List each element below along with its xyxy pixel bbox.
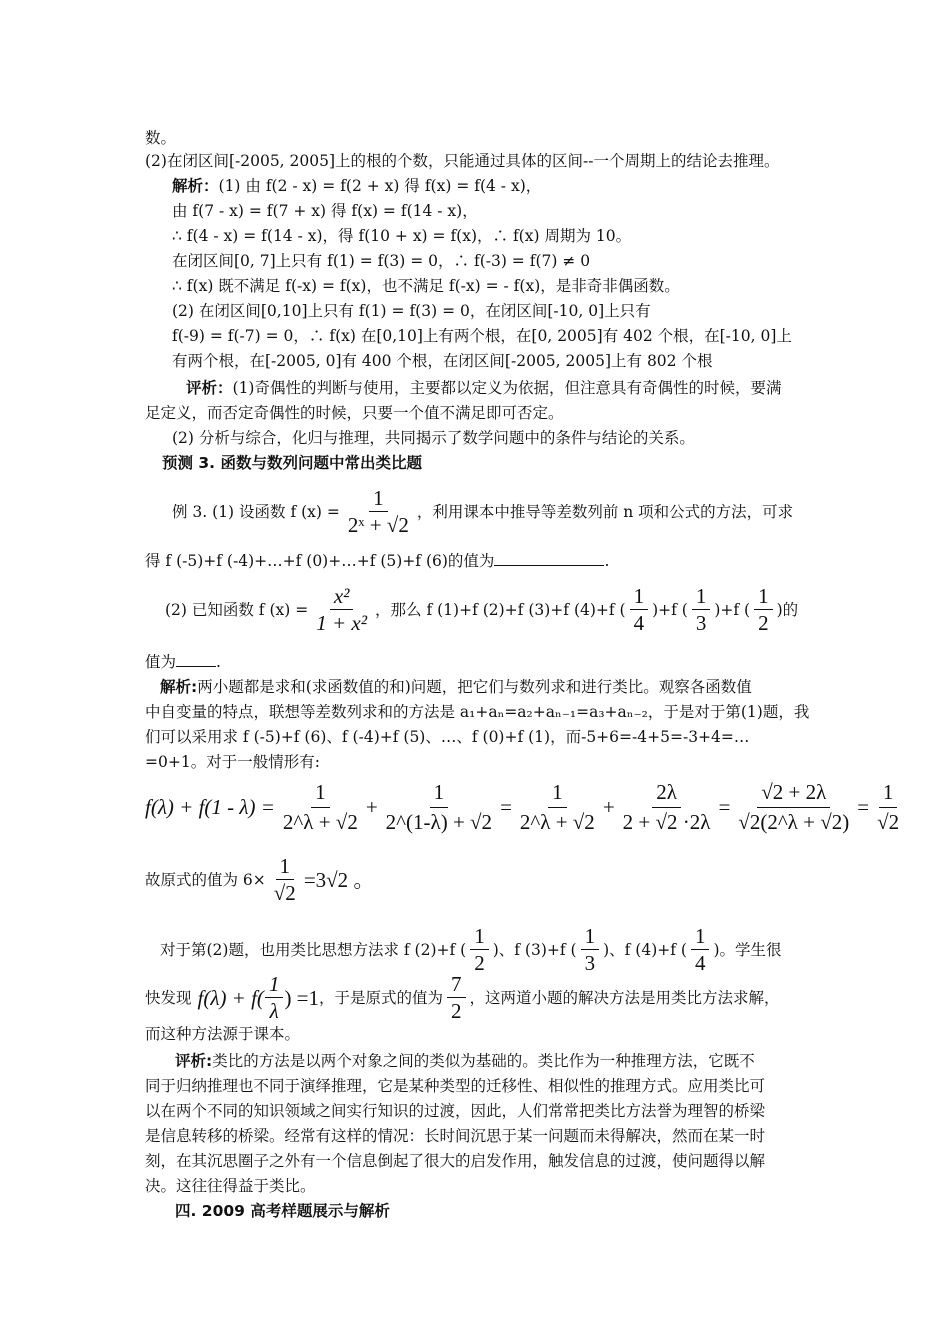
example-line	[165, 585, 798, 634]
fraction	[734, 780, 853, 835]
text-span: )、f (4)+f (	[603, 940, 687, 959]
text-line: 而这种方法源于课本。	[145, 1025, 301, 1043]
label-comment: 评析:	[175, 1052, 213, 1070]
fraction	[344, 487, 413, 536]
frac-den: 2 + √2 ·2λ	[622, 810, 711, 834]
formula-span: ) =1	[284, 985, 320, 1010]
section-heading: 四. 2009 高考样题展示与解析	[175, 1202, 390, 1220]
frac-den: 2	[474, 951, 485, 975]
text-span: 例 3. (1) 设函数 f (x) =	[172, 502, 340, 521]
text-line: ∴ f(4 - x) = f(14 - x)，得 f(10 + x) = f(x)，∴ f(x) 周期为 10。	[172, 227, 632, 245]
fraction	[279, 780, 362, 835]
frac-den: 2^λ + √2	[282, 810, 358, 834]
fraction	[270, 855, 300, 904]
frac-den: √2(2^λ + √2)	[738, 810, 850, 834]
text-span: (2) 已知函数 f (x) =	[165, 600, 309, 619]
text-line	[160, 925, 782, 974]
frac-den: 3	[584, 951, 596, 975]
text-span: )的	[776, 600, 799, 619]
text-span: ，那么 f (1)+f (2)+f (3)+f (4)+f (	[375, 600, 626, 619]
text-line	[145, 855, 374, 904]
text-line: 有两个根，在[-2005, 0]有 400 个根，在闭区间[-2005, 2005]上有 802 个根	[172, 352, 713, 370]
text-line: 决。这往往得益于类比。	[145, 1177, 316, 1195]
text-span: .	[216, 653, 221, 671]
text-span: ，这两道小题的解决方法是用类比方法求解，	[469, 988, 780, 1007]
display-equation	[145, 780, 907, 835]
operator: =	[857, 795, 870, 819]
frac-den: √2	[273, 881, 296, 905]
frac-num: 1	[691, 925, 710, 950]
example-line	[172, 487, 793, 536]
section-heading: 预测 3. 函数与数列问题中常出类比题	[162, 454, 422, 472]
frac-num: 1	[630, 585, 649, 610]
label-analysis: 解析：	[172, 177, 219, 195]
text-line	[145, 549, 609, 572]
text-span: 两小题都是求和(求函数值的和)问题，把它们与数列求和进行类比。观察各函数值	[197, 678, 752, 696]
text-span: (1)奇偶性的判断与使用，主要都以定义为依据，但注意具有奇偶性的时候，要满	[232, 379, 782, 397]
frac-num: 1	[311, 780, 330, 808]
frac-num: √2 + 2λ	[757, 780, 830, 808]
text-span: ，利用课本中推导等差数列前 n 项和公式的方法，可求	[416, 502, 794, 521]
frac-den: λ	[269, 999, 279, 1023]
fraction	[692, 585, 711, 634]
frac-num: 1	[369, 487, 388, 512]
operator: =	[718, 795, 731, 819]
text-line: 由 f(7 - x) = f(7 + x) 得 f(x) = f(14 - x)，	[172, 202, 478, 220]
text-line: 数。	[145, 129, 177, 147]
frac-den: 4	[633, 611, 645, 635]
text-line: =0+1。对于一般情形有:	[145, 753, 320, 771]
text-line	[145, 973, 780, 1022]
text-line	[145, 650, 221, 673]
text-line	[160, 676, 752, 698]
answer-blank	[494, 549, 604, 566]
frac-den: 3	[695, 611, 707, 635]
operator: =	[500, 795, 512, 819]
text-line: 足定义，而否定奇偶性的时候，只要一个值不满足即可否定。	[145, 404, 564, 422]
label-analysis: 解析:	[160, 678, 198, 696]
operator: +	[365, 795, 378, 819]
text-span: 值为	[145, 653, 177, 671]
text-line: 中自变量的特点，联想等差数列求和的方法是 a₁+aₙ=a₂+aₙ₋₁=a₃+aₙ₋₂，于是对于第(1)题，我	[145, 703, 810, 721]
fraction	[873, 780, 903, 835]
frac-den: 1 + x²	[316, 611, 368, 635]
text-line: (2) 在闭区间[0,10]上只有 f(1) = f(3) = 0，在闭区间[-10, 0]上只有	[172, 302, 651, 320]
text-span: =3√2 。	[303, 867, 375, 892]
frac-num: 1	[692, 585, 711, 610]
frac-num: 1	[470, 925, 489, 950]
frac-num: 1	[548, 780, 567, 808]
text-span: 快发现	[145, 988, 192, 1007]
text-span: ，于是原式的值为	[319, 988, 444, 1007]
text-line: 们可以采用求 f (-5)+f (6)、f (-4)+f (5)、…、f (0)+f (1)，而-5+6=-4+5=-3+4=…	[145, 728, 750, 746]
fraction	[581, 925, 600, 974]
frac-num: 1	[276, 855, 295, 880]
operator: +	[602, 795, 615, 819]
frac-num: 7	[447, 973, 466, 998]
text-line: 是信息转移的桥梁。经常有这样的情况：长时间沉思于某一问题而未得解决，然而在某一时	[145, 1127, 766, 1145]
text-span: )。学生很	[713, 940, 782, 959]
fraction	[470, 925, 489, 974]
fraction	[382, 780, 496, 835]
frac-num: 1	[879, 780, 898, 808]
frac-num: x²	[330, 585, 354, 610]
fraction	[754, 585, 773, 634]
text-line: (2)在闭区间[-2005, 2005]上的根的个数，只能通过具体的区间--一个周期上的结论去推理。	[145, 152, 780, 170]
text-span: 对于第(2)题，也用类比思想方法求 f (2)+f (	[160, 940, 467, 959]
text-line	[186, 377, 781, 399]
text-span: )+f (	[714, 600, 751, 619]
fraction	[630, 585, 649, 634]
frac-den: √2	[877, 810, 900, 834]
fraction	[691, 925, 710, 974]
formula-span: f(λ) + f(	[197, 985, 264, 1010]
text-line: ∴ f(x) 既不满足 f(-x) = f(x)，也不满足 f(-x) = - f(x)，是非奇非偶函数。	[172, 277, 680, 295]
text-line: (2) 分析与综合，化归与推理，共同揭示了数学问题中的条件与结论的关系。	[172, 429, 695, 447]
frac-den: 2ˣ + √2	[347, 513, 409, 537]
frac-den: 2^λ + √2	[519, 810, 595, 834]
answer-blank	[176, 650, 216, 667]
frac-den: 2^(1-λ) + √2	[385, 810, 493, 834]
text-line	[175, 1050, 755, 1072]
text-span: .	[604, 552, 610, 570]
frac-num: 1	[265, 973, 284, 998]
text-span: (1) 由 f(2 - x) = f(2 + x) 得 f(x) = f(4 - x)，	[218, 177, 542, 195]
text-line	[172, 175, 541, 197]
eq-lhs: f(λ) + f(1 - λ) =	[145, 795, 275, 819]
text-span: )+f (	[652, 600, 688, 619]
frac-den: 2	[451, 999, 462, 1023]
fraction	[619, 780, 715, 835]
text-span: 故原式的值为 6×	[145, 870, 266, 889]
label-comment: 评析：	[186, 379, 233, 397]
text-line: f(-9) = f(-7) = 0，∴ f(x) 在[0,10]上有两个根，在[0, 2005]有 402 个根，在[-10, 0]上	[172, 327, 792, 345]
fraction	[312, 585, 371, 634]
text-line: 刻，在其沉思圈子之外有一个信息倒起了很大的启发作用，触发信息的过渡，使问题得以解	[145, 1152, 766, 1170]
fraction	[516, 780, 599, 835]
text-line: 同于归纳推理也不同于演绎推理，它是某种类型的迁移性、相似性的推理方式。应用类比可	[145, 1077, 766, 1095]
frac-num: 2λ	[652, 780, 681, 808]
text-line: 在闭区间[0, 7]上只有 f(1) = f(3) = 0，∴ f(-3) = f(7) ≠ 0	[172, 252, 591, 270]
text-span: )、f (3)+f (	[492, 940, 577, 959]
frac-num: 1	[754, 585, 773, 610]
frac-num: 1	[430, 780, 449, 808]
frac-den: 4	[694, 951, 706, 975]
text-line: 以在两个不同的知识领域之间实行知识的过渡，因此，人们常常把类比方法誉为理智的桥梁	[145, 1102, 766, 1120]
fraction	[447, 973, 466, 1022]
frac-den: 2	[758, 611, 769, 635]
text-span: 类比的方法是以两个对象之间的类似为基础的。类比作为一种推理方法，它既不	[212, 1052, 755, 1070]
fraction	[265, 973, 284, 1022]
text-span: 得 f (-5)+f (-4)+…+f (0)+…+f (5)+f (6)的值为	[145, 552, 495, 570]
frac-num: 1	[581, 925, 600, 950]
